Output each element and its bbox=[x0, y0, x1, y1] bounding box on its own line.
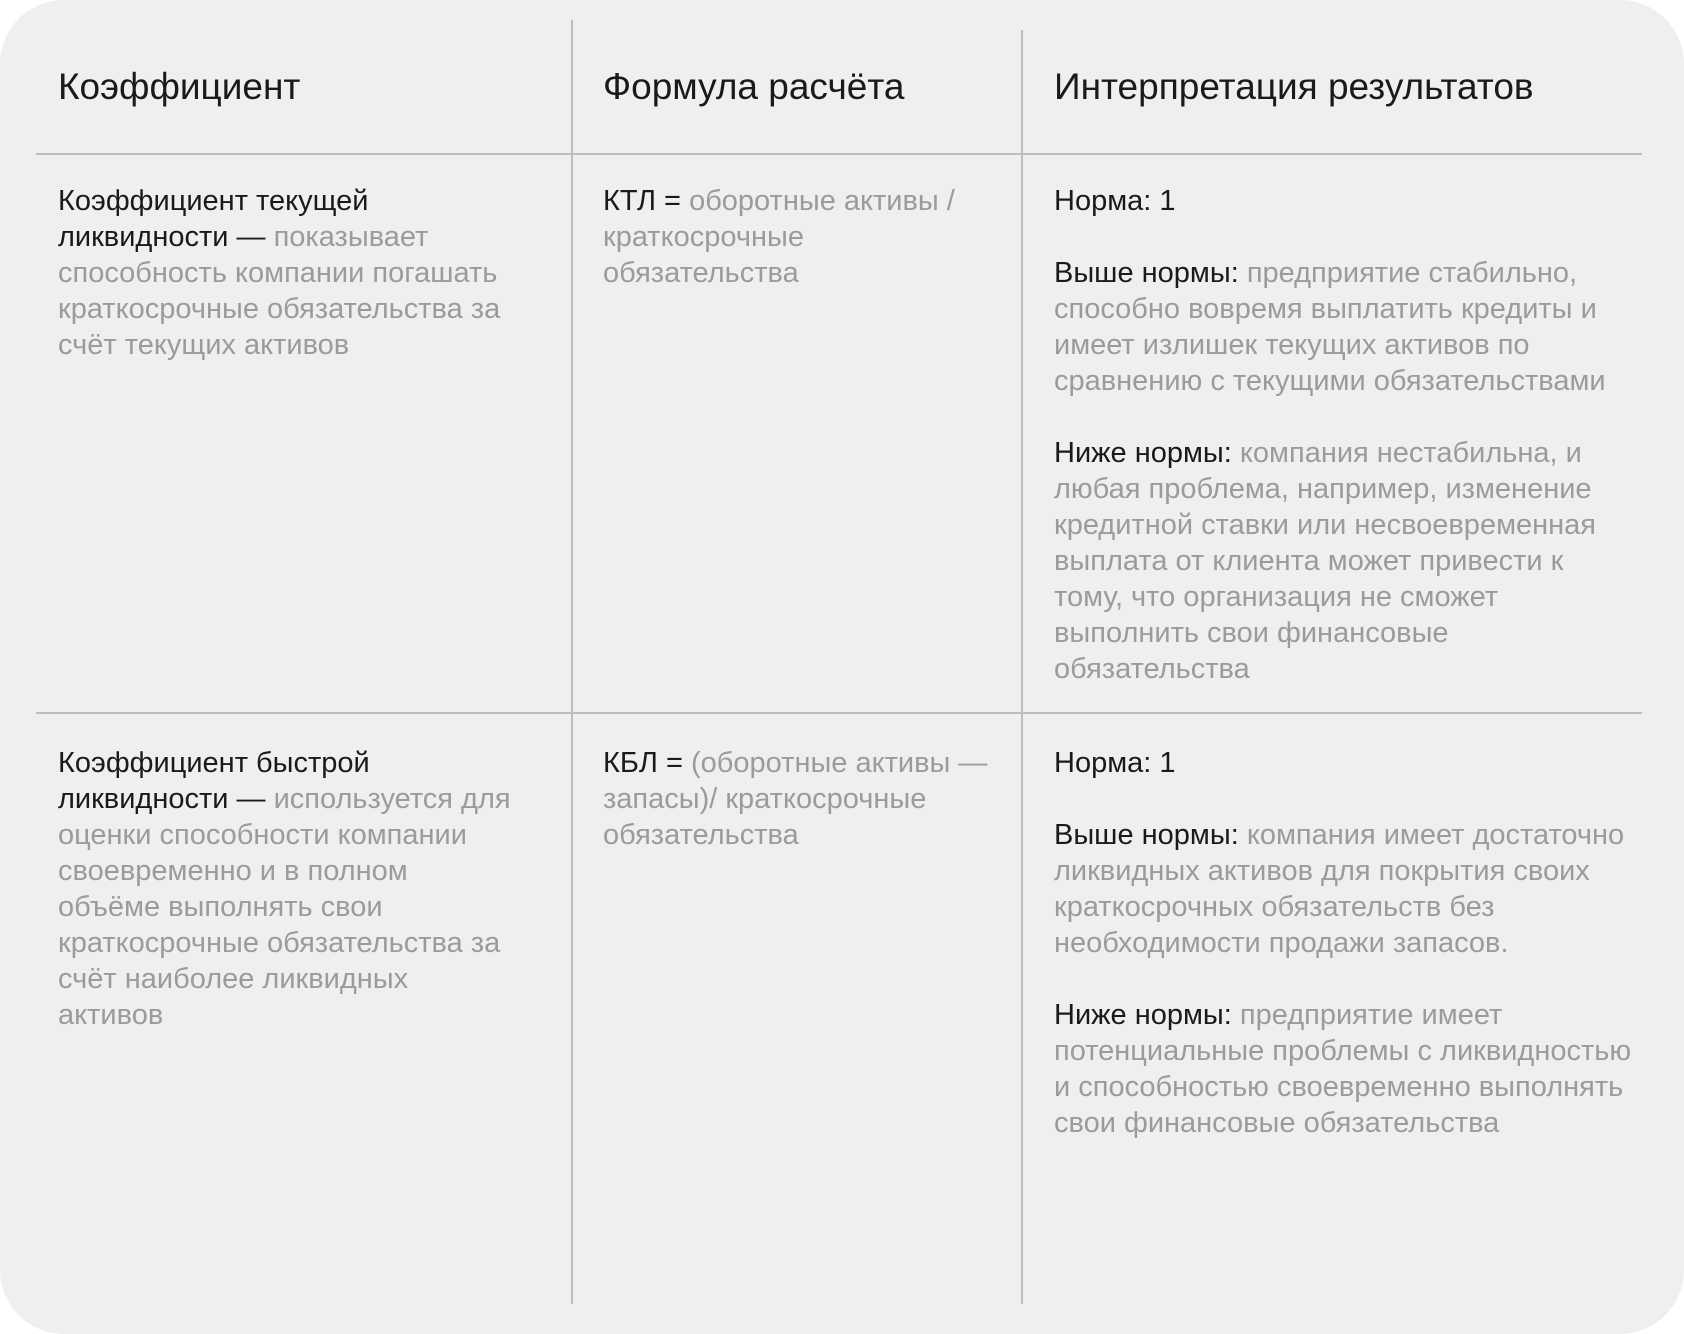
row1-interpretation-cell bbox=[1054, 183, 1640, 687]
row2-dash: — bbox=[228, 783, 274, 815]
row1-above-label: Выше нормы: bbox=[1054, 257, 1247, 289]
row2-formula-label: КБЛ = bbox=[603, 747, 692, 779]
row1-coefficient-name: Коэффициент текущей ликвидности bbox=[58, 185, 369, 253]
header-coefficient: Коэффициент bbox=[58, 66, 301, 107]
row2-interpretation-cell bbox=[1054, 745, 1640, 1141]
row1-norm: Норма: 1 bbox=[1054, 185, 1176, 217]
row2-above-label: Выше нормы: bbox=[1054, 819, 1247, 851]
row1-dash: — bbox=[228, 221, 274, 253]
row2-coefficient-cell bbox=[58, 745, 513, 1033]
column-divider-1 bbox=[571, 20, 573, 1304]
row2-above-text: компания имеет достаточно ликвидных активов для покрытия своих краткосрочных обязательств без необходимости продажи запасов. bbox=[1054, 819, 1625, 959]
row2-norm: Норма: 1 bbox=[1054, 747, 1176, 779]
row1-formula: оборотные активы / краткосрочные обязательства bbox=[603, 185, 955, 289]
row2-formula-cell bbox=[603, 745, 998, 853]
row2-formula: (оборотные активы — запасы)/ краткосрочные обязательства bbox=[603, 747, 988, 851]
row1-above-norm bbox=[1054, 255, 1640, 399]
row1-formula-cell bbox=[603, 183, 998, 291]
row1-formula-label: КТЛ = bbox=[603, 185, 690, 217]
row2-above-norm bbox=[1054, 817, 1640, 961]
row1-description: показывает способность компании погашать краткосрочные обязательства за счёт текущих активов bbox=[58, 221, 501, 361]
row2-below-label: Ниже нормы: bbox=[1054, 999, 1240, 1031]
column-divider-2 bbox=[1021, 30, 1023, 1304]
header-divider bbox=[36, 153, 1642, 155]
row2-description: используется для оценки способности компании своевременно и в полном объёме выполнять свои краткосрочные обязательства за счёт наиболее ликвидных активов bbox=[58, 783, 511, 1031]
row1-below-text: компания нестабильна, и любая проблема, например, изменение кредитной ставки или несвоевременная выплата от клиента может привести к тому, что организация не сможет выполнить свои финансовые обязательства bbox=[1054, 437, 1596, 685]
row2-below-norm bbox=[1054, 997, 1640, 1141]
row1-coefficient-cell bbox=[58, 183, 513, 363]
header-interpretation: Интерпретация результатов bbox=[1054, 66, 1534, 107]
header-formula: Формула расчёта bbox=[603, 66, 905, 107]
row2-below-text: предприятие имеет потенциальные проблемы с ликвидностью и способностью своевременно выполнять свои финансовые обязательства bbox=[1054, 999, 1632, 1139]
row2-coefficient-name: Коэффициент быстрой ликвидности bbox=[58, 747, 370, 815]
row1-above-text: предприятие стабильно, способно вовремя выплатить кредиты и имеет излишек текущих активов по сравнению с текущими обязательствами bbox=[1054, 257, 1606, 397]
row1-below-norm bbox=[1054, 435, 1640, 687]
row1-below-label: Ниже нормы: bbox=[1054, 437, 1240, 469]
row-divider bbox=[36, 712, 1642, 714]
